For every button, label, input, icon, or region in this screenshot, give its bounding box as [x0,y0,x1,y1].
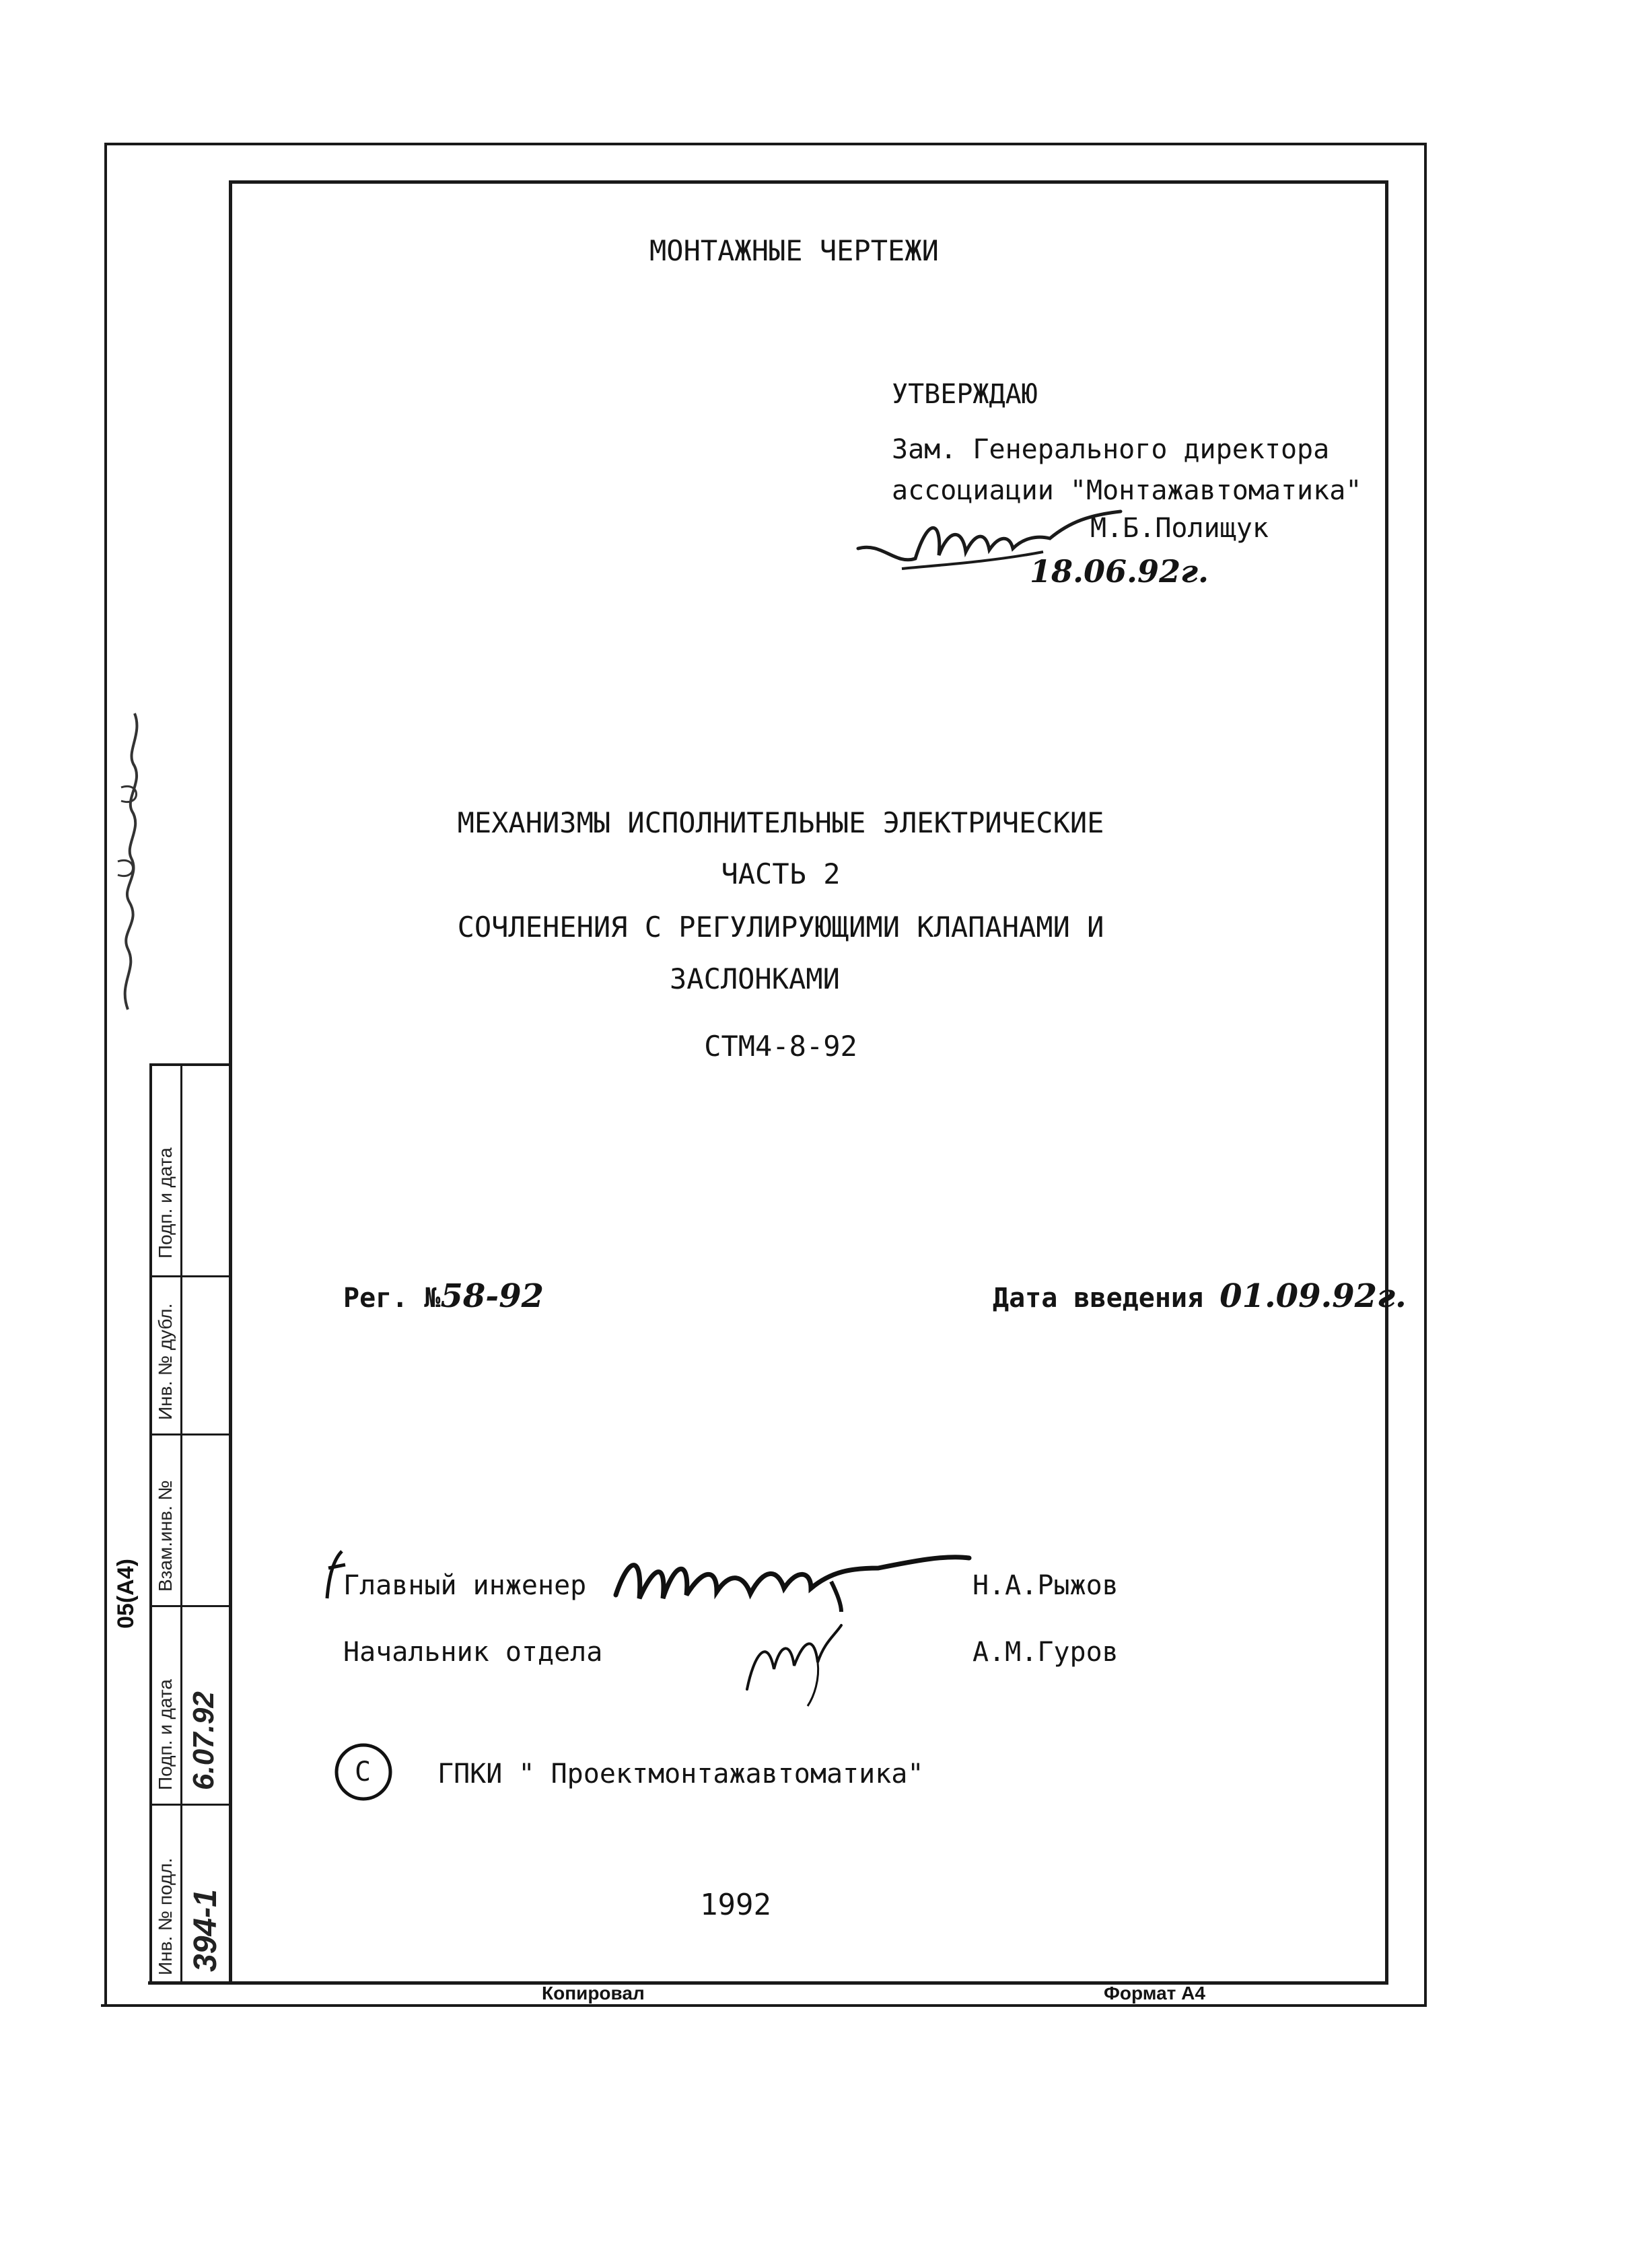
format-label: Формат А4 [1104,1983,1205,2004]
reg-label: Рег. № [343,1283,441,1314]
organization-name: ГПКИ " Проектмонтажавтоматика" [437,1759,924,1789]
registration-label [343,1277,544,1315]
stamp-row-4 [149,1804,230,1806]
stamp-row-3 [149,1605,230,1607]
stamp-row-2 [149,1433,230,1436]
approver-signature [855,501,1124,575]
intro-date: 01.09.92г. [1220,1277,1407,1315]
intro-date-label: Дата введения [993,1283,1204,1314]
chief-engineer-role: Главный инженер [343,1570,587,1601]
inner-frame-left [229,180,232,1984]
document-year: 1992 [700,1888,771,1922]
margin-handwriting [101,700,162,1016]
copied-label: Копировал [542,1983,645,2004]
department-head-name: А.М.Гуров [973,1637,1119,1668]
stamp-handwritten-date: 6.07.92 [187,1691,220,1790]
inner-frame-top [230,180,1388,184]
intro-date-block [993,1277,1407,1315]
stamp-row-1 [149,1275,230,1277]
title-line-1: МЕХАНИЗМЫ ИСПОЛНИТЕЛЬНЫЕ ЭЛЕКТРИЧЕСКИЕ [457,806,1104,839]
approver-position-line1: Зам. Генерального директора [892,434,1330,465]
drawing-type-heading: МОНТАЖНЫЕ ЧЕРТЕЖИ [649,234,939,267]
approval-date: 18.06.92г. [1030,553,1209,590]
approver-name: М.Б.Полищук [1090,513,1269,544]
stamp-left [149,1063,152,1983]
outer-frame-right [1424,143,1427,2007]
stamp-cell-duplicate-inventory: Инв. № дубл. [155,1303,176,1420]
title-line-4: ЗАСЛОНКАМИ [670,962,840,995]
approver-position-line2: ассоциации "Монтажавтоматика" [892,475,1362,506]
outer-frame-top [104,143,1427,145]
stamp-top [149,1063,230,1066]
department-head-role: Начальник отдела [343,1637,603,1668]
stamp-cell-signature-date: Подп. и дата [155,1147,176,1259]
reg-number: 58-92 [440,1277,544,1315]
document-code: СТМ4-8-92 [704,1030,857,1063]
format-mark: 05(А4) [113,1559,139,1629]
title-line-3: СОЧЛЕНЕНИЯ С РЕГУЛИРУЮЩИМИ КЛАПАНАМИ И [457,911,1104,944]
stamp-inventory-number: 394-1 [188,1889,223,1972]
approved-label: УТВЕРЖДАЮ [892,379,1038,410]
chief-engineer-signature [609,1541,973,1615]
title-line-2: ЧАСТЬ 2 [721,857,841,890]
inner-frame-right [1385,180,1388,1984]
chief-engineer-mark [322,1548,349,1602]
copyright-symbol: С [355,1757,372,1787]
stamp-cell-replacement-inventory: Взам.инв. № [155,1480,176,1592]
stamp-divider [180,1063,182,1983]
chief-engineer-name: Н.А.Рыжов [973,1570,1119,1601]
outer-frame-bottom [101,2004,1427,2007]
outer-frame-left [104,143,107,2007]
department-head-signature [740,1615,855,1709]
stamp-cell-signature-date-2: Подп. и дата [155,1679,176,1790]
stamp-cell-original-inventory: Инв. № подл. [155,1857,176,1975]
